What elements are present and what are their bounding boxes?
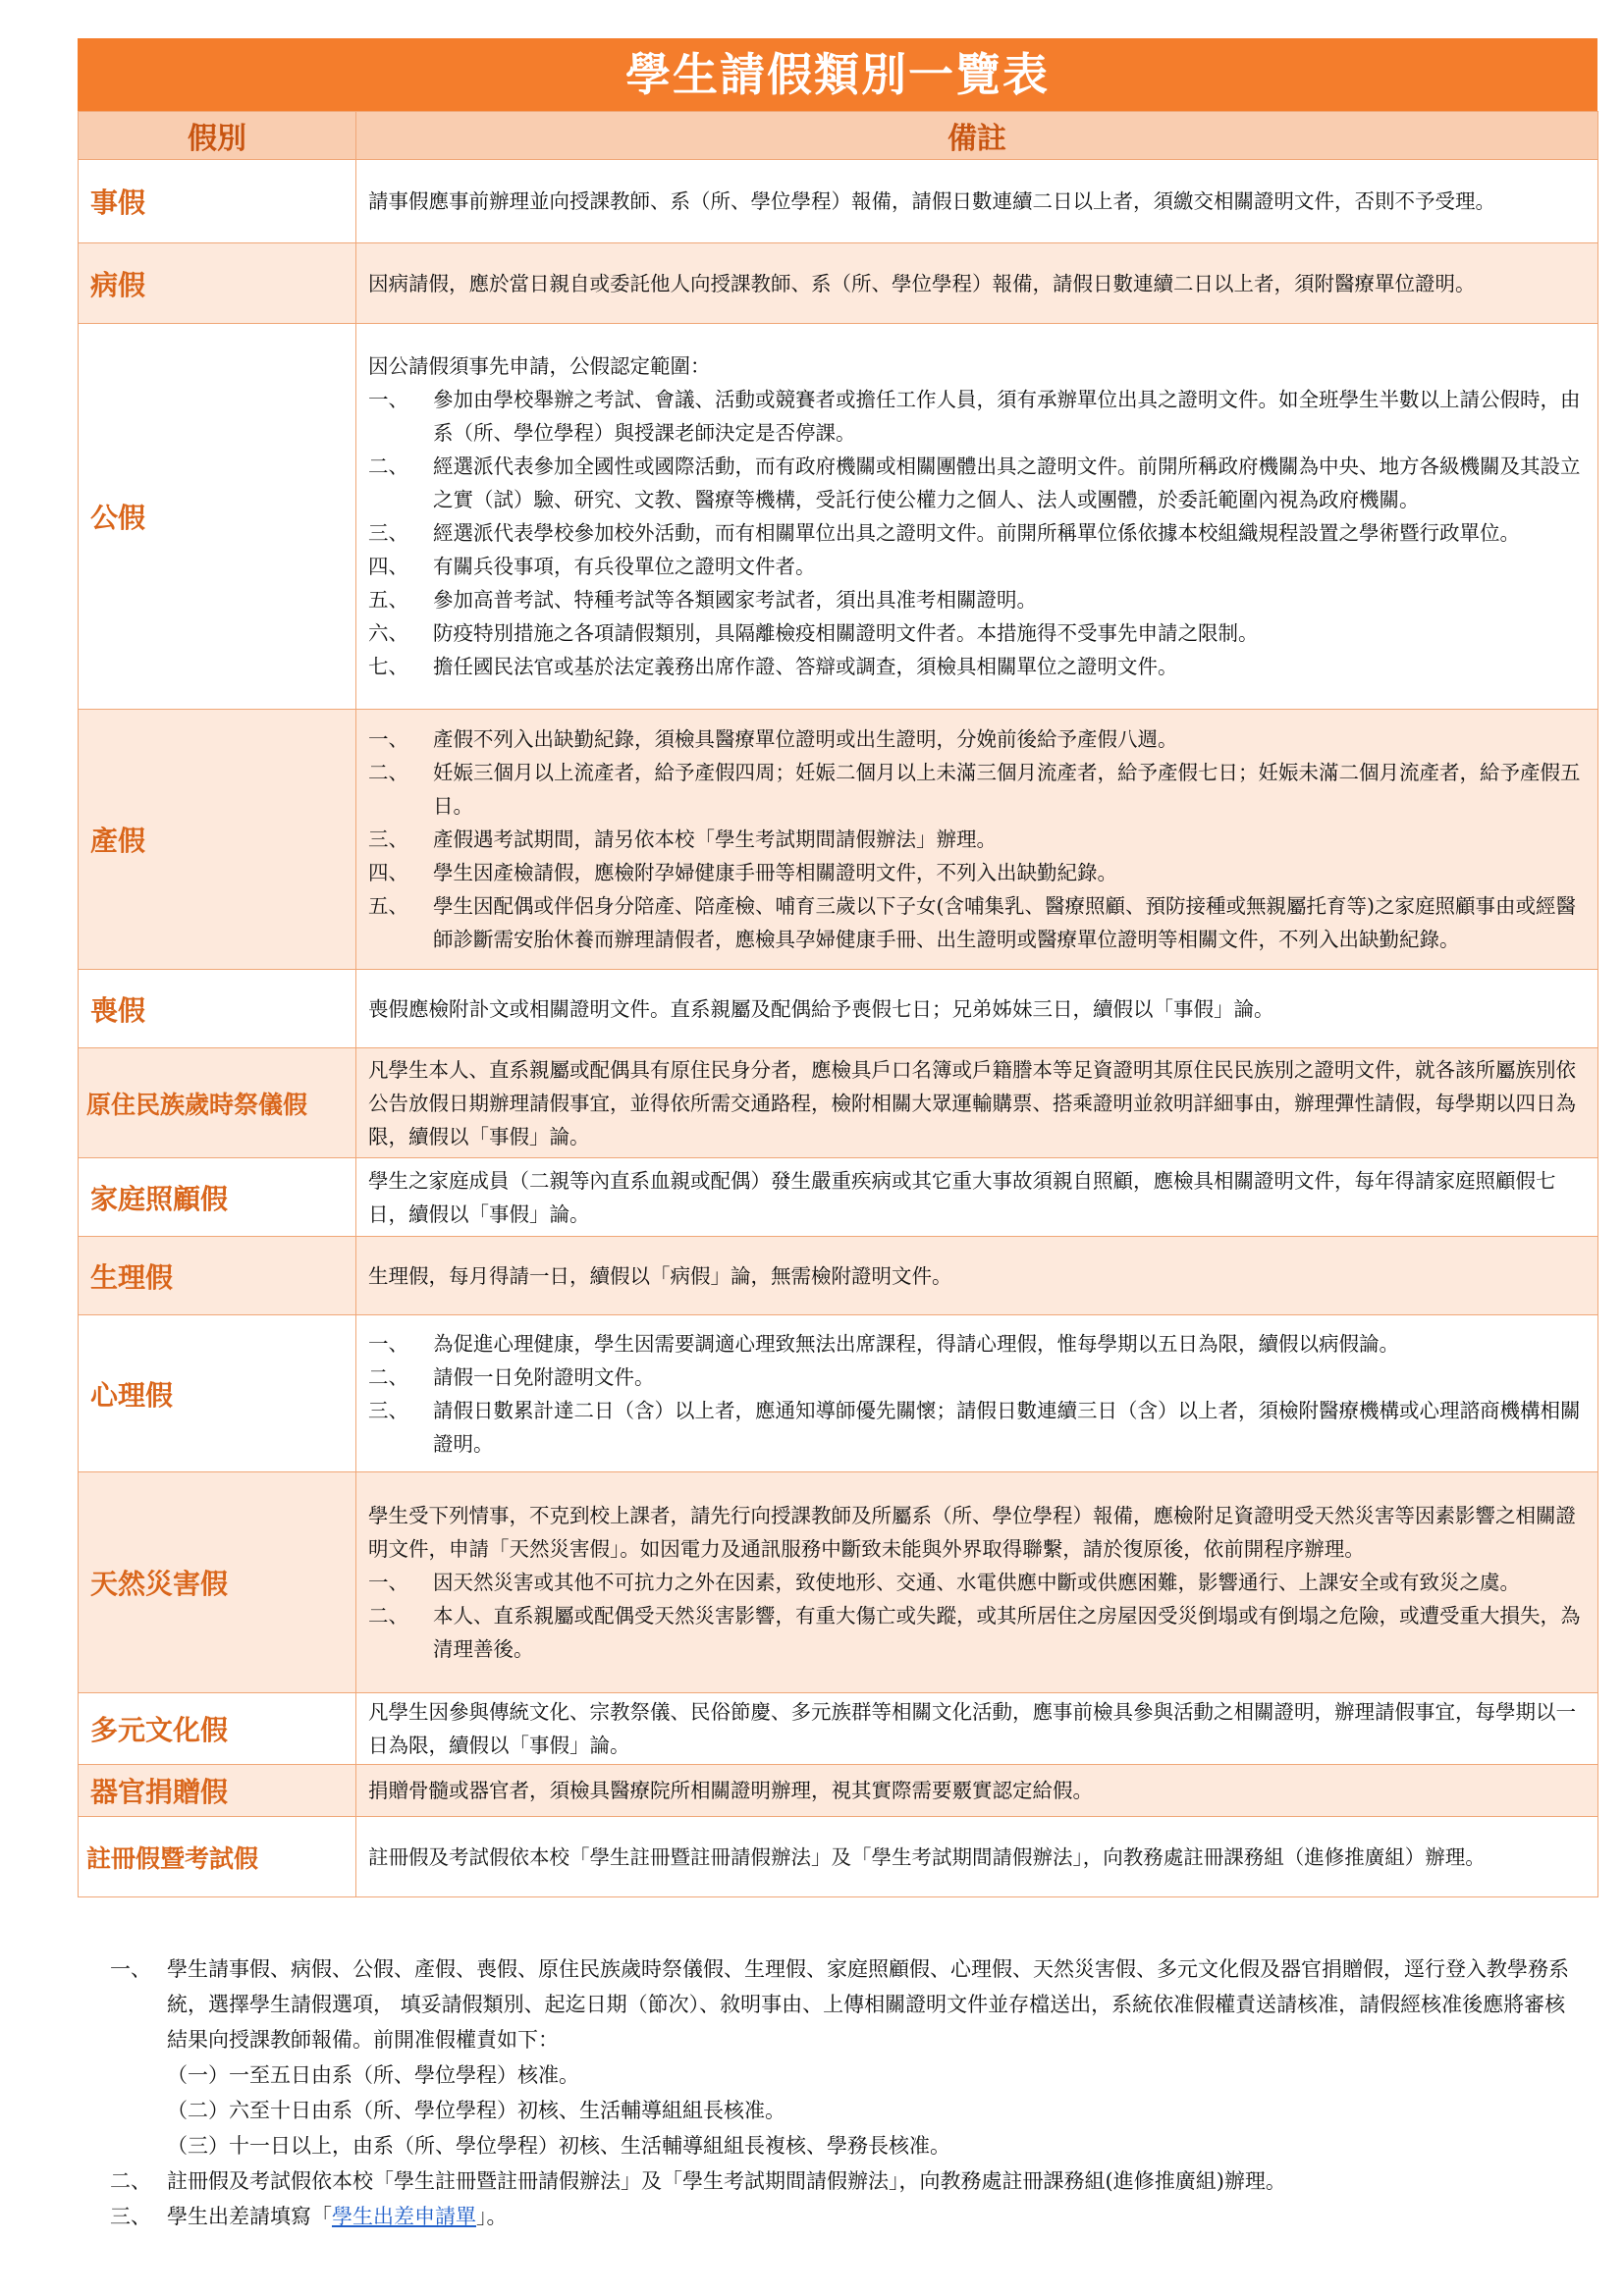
table-row	[79, 970, 1598, 1048]
item-number: 五、	[368, 894, 408, 918]
remarks-cell	[356, 1765, 1598, 1817]
remark-line	[368, 516, 1586, 550]
item-number: 二、	[368, 454, 408, 478]
remark-line	[368, 550, 1586, 583]
note-item	[110, 1951, 1583, 2057]
item-number: 四、	[368, 555, 408, 578]
remark-line	[368, 889, 1586, 956]
item-number: 一、	[368, 388, 408, 411]
item-text: 參加高普考試、特種考試等各類國家考試者，須出具准考相關證明。	[433, 588, 1037, 612]
remarks-cell	[356, 1693, 1598, 1765]
remark-line: 請事假應事前辦理並向授課教師、系（所、學位學程）報備，請假日數連續二日以上者，須繳交相關證明文件，否則不予受理。	[368, 189, 1495, 213]
item-number: 三、	[368, 1398, 408, 1422]
remark-line	[368, 650, 1586, 683]
remark-line: 註冊假及考試假依本校「學生註冊暨註冊請假辦法」及「學生考試期間請假辦法」，向教務處註冊課務組（進修推廣組）辦理。	[368, 1844, 1486, 1869]
note-item: （三）十一日以上，由系（所、學位學程）初核、生活輔導組組長複核、學務長核准。	[167, 2134, 950, 2158]
note-text	[167, 2199, 1583, 2234]
leave-type-cell: 喪假	[79, 970, 356, 1048]
note-text: 註冊假及考試假依本校「學生註冊暨註冊請假辦法」及「學生考試期間請假辦法」，向教務處註冊課務組(進修推廣組)辦理。	[167, 2169, 1286, 2193]
remarks-cell	[356, 710, 1598, 970]
item-text: 經選派代表參加全國性或國際活動，而有政府機關或相關團體出具之證明文件。前開所稱政府機關為中央、地方各級機關及其設立之實（試）驗、研究、文教、醫療等機構，受託行使公權力之個人、法人或團體，於委託範圍內視為政府機關。	[433, 454, 1581, 511]
item-number: 一、	[368, 1331, 408, 1356]
item-text: 學生因配偶或伴侶身分陪產、陪產檢、哺育三歲以下子女(含哺集乳、醫療照顧、預防接種或無親屬托育等)之家庭照顧事由或經醫師診斷需安胎休養而辦理請假者，應檢具孕婦健康手冊、出生證明或醫療單位證明等相關文件，不列入出缺勤紀錄。	[433, 894, 1576, 951]
note-number: 一、	[110, 1957, 151, 1981]
remark-line: 學生受下列情事，不克到校上課者，請先行向授課教師及所屬系（所、學位學程）報備，應檢附足資證明受天然災害等因素影響之相關證明文件，申請「天然災害假」。如因電力及通訊服務中斷致未能與外界取得聯繫，請於復原後，依前開程序辦理。	[368, 1504, 1576, 1561]
leave-type-cell: 事假	[79, 160, 356, 243]
item-text: 產假遇考試期間，請另依本校「學生考試期間請假辦法」辦理。	[433, 828, 997, 851]
table-row	[79, 243, 1598, 324]
remark-line: 喪假應檢附訃文或相關證明文件。直系親屬及配偶給予喪假七日；兄弟姊妹三日，續假以「事假」論。	[368, 996, 1274, 1021]
note-text: 學生請事假、病假、公假、產假、喪假、原住民族歲時祭儀假、生理假、家庭照顧假、心理假、天然災害假、多元文化假及器官捐贈假，逕行登入教學務系統，選擇學生請假選項， 填妥請假類別、起迄日期（節次）、敘明事由、上傳相關證明文件並存檔送出，系統依准假權責送請核准，請假經核准後應將審核結果向授課教師報備。前開准假權責如下：	[167, 1957, 1569, 2052]
remark-line: 凡學生本人、直系親屬或配偶具有原住民身分者，應檢具戶口名簿或戶籍謄本等足資證明其原住民民族別之證明文件，就各該所屬族別依公告放假日期辦理請假事宜，並得依所需交通路程，檢附相關大眾運輸購票、搭乘證明並敘明詳細事由，辦理彈性請假，每學期以四日為限，續假以「事假」論。	[368, 1057, 1576, 1148]
leave-type-cell: 天然災害假	[79, 1472, 356, 1693]
item-text: 防疫特別措施之各項請假類別，具隔離檢疫相關證明文件者。本措施得不受事先申請之限制。	[433, 621, 1259, 645]
remarks-cell	[356, 1817, 1598, 1897]
table-header-row	[79, 112, 1598, 160]
item-text: 因天然災害或其他不可抗力之外在因素，致使地形、交通、水電供應中斷或供應困難，影響通行、上課安全或有致災之虞。	[433, 1571, 1520, 1594]
item-text: 妊娠三個月以上流產者，給予產假四周；妊娠二個月以上未滿三個月流產者，給予產假七日；妊娠未滿二個月流產者，給予產假五日。	[433, 761, 1581, 818]
leave-table	[78, 111, 1598, 1897]
item-number: 三、	[368, 828, 408, 851]
note-suffix: 」。	[476, 2205, 508, 2228]
table-row	[79, 324, 1598, 710]
remark-line	[368, 1566, 1586, 1599]
remark-line	[368, 616, 1586, 650]
remark-line	[368, 383, 1586, 450]
note-number: 二、	[110, 2169, 151, 2193]
note-item: （一）一至五日由系（所、學位學程）核准。	[167, 2063, 579, 2087]
remark-line	[368, 756, 1586, 823]
leave-type-cell: 器官捐贈假	[79, 1765, 356, 1817]
leave-type-cell: 註冊假暨考試假	[79, 1817, 356, 1897]
table-row	[79, 1237, 1598, 1315]
remark-line: 生理假，每月得請一日，續假以「病假」論，無需檢附證明文件。	[368, 1263, 952, 1288]
table-row	[79, 1765, 1598, 1817]
remark-line	[368, 1361, 1586, 1394]
item-text: 經選派代表學校參加校外活動，而有相關單位出具之證明文件。前開所稱單位係依據本校組織規程設置之學術暨行政單位。	[433, 521, 1520, 545]
table-row	[79, 1048, 1598, 1158]
item-text: 有關兵役事項，有兵役單位之證明文件者。	[433, 555, 816, 578]
item-text: 請假日數累計達二日（含）以上者，應通知導師優先關懷；請假日數連續三日（含）以上者，須檢附醫療機構或心理諮商機構相關證明。	[433, 1398, 1581, 1456]
remarks-cell	[356, 324, 1598, 710]
remark-line: 凡學生因參與傳統文化、宗教祭儀、民俗節慶、多元族群等相關文化活動，應事前檢具參與活動之相關證明，辦理請假事宜，每學期以一日為限，續假以「事假」論。	[368, 1700, 1576, 1757]
remark-line: 捐贈骨髓或器官者，須檢具醫療院所相關證明辦理，視其實際需要覈實認定給假。	[368, 1779, 1093, 1802]
remark-line: 學生之家庭成員（二親等內直系血親或配偶）發生嚴重疾病或其它重大事故須親自照顧，應檢具相關證明文件，每年得請家庭照顧假七日，續假以「事假」論。	[368, 1168, 1556, 1226]
item-number: 一、	[368, 1571, 408, 1594]
item-text: 產假不列入出缺勤紀錄，須檢具醫療單位證明或出生證明，分娩前後給予產假八週。	[433, 727, 1178, 751]
header-leave-type: 假別	[79, 112, 356, 160]
table-row	[79, 710, 1598, 970]
table-row	[79, 1693, 1598, 1765]
note-prefix: 學生出差請填寫「	[167, 2205, 332, 2228]
note-number: 三、	[110, 2205, 151, 2228]
remarks-cell	[356, 970, 1598, 1048]
remark-line	[368, 583, 1586, 616]
remark-line	[368, 1599, 1586, 1666]
document-sheet	[78, 38, 1597, 1897]
remark-line	[368, 450, 1586, 516]
remark-line	[368, 722, 1586, 756]
remark-line	[368, 856, 1586, 889]
item-text: 參加由學校舉辦之考試、會議、活動或競賽者或擔任工作人員，須有承辦單位出具之證明文件。如全班學生半數以上請公假時，由系（所、學位學程）與授課老師決定是否停課。	[433, 388, 1581, 445]
item-number: 三、	[368, 521, 408, 545]
remarks-cell	[356, 243, 1598, 324]
leave-type-cell: 家庭照顧假	[79, 1158, 356, 1237]
leave-type-cell: 公假	[79, 324, 356, 710]
remarks-cell	[356, 1472, 1598, 1693]
item-number: 二、	[368, 761, 408, 784]
item-number: 一、	[368, 727, 408, 751]
item-text: 學生因產檢請假，應檢附孕婦健康手冊等相關證明文件，不列入出缺勤紀錄。	[433, 861, 1117, 884]
item-text: 請假一日免附證明文件。	[433, 1364, 655, 1389]
item-text: 為促進心理健康，學生因需要調適心理致無法出席課程，得請心理假，惟每學期以五日為限，續假以病假論。	[433, 1331, 1399, 1356]
page-title: 學生請假類別一覽表	[78, 38, 1597, 111]
business-trip-form-link[interactable]: 學生出差申請單	[332, 2205, 476, 2228]
item-number: 四、	[368, 861, 408, 884]
table-row	[79, 1315, 1598, 1472]
remark-line	[368, 1394, 1586, 1461]
item-number: 二、	[368, 1604, 408, 1628]
remarks-cell	[356, 1158, 1598, 1237]
item-text: 擔任國民法官或基於法定義務出席作證、答辯或調查，須檢具相關單位之證明文件。	[433, 655, 1178, 678]
item-text: 本人、直系親屬或配偶受天然災害影響，有重大傷亡或失蹤，或其所居住之房屋因受災倒塌或有倒塌之危險，或遭受重大損失，為清理善後。	[433, 1604, 1581, 1661]
item-number: 六、	[368, 621, 408, 645]
item-number: 五、	[368, 588, 408, 612]
remarks-cell	[356, 160, 1598, 243]
item-number: 二、	[368, 1364, 408, 1389]
remarks-cell	[356, 1048, 1598, 1158]
table-row	[79, 1817, 1598, 1897]
table-row	[79, 1158, 1598, 1237]
leave-type-cell: 心理假	[79, 1315, 356, 1472]
leave-type-cell: 原住民族歲時祭儀假	[79, 1048, 356, 1158]
remark-line: 因病請假，應於當日親自或委託他人向授課教師、系（所、學位學程）報備，請假日數連續二日以上者，須附醫療單位證明。	[368, 271, 1476, 295]
table-row	[79, 1472, 1598, 1693]
footnotes	[110, 1951, 1583, 2234]
remark-line	[368, 823, 1586, 856]
leave-type-cell: 產假	[79, 710, 356, 970]
leave-type-cell: 病假	[79, 243, 356, 324]
remarks-cell	[356, 1315, 1598, 1472]
remark-line: 因公請假須事先申請，公假認定範圍：	[368, 354, 711, 378]
item-number: 七、	[368, 655, 408, 678]
note-item	[110, 2163, 1583, 2199]
remarks-cell	[356, 1237, 1598, 1315]
header-remarks: 備註	[356, 112, 1598, 160]
leave-type-cell: 多元文化假	[79, 1693, 356, 1765]
leave-type-cell: 生理假	[79, 1237, 356, 1315]
remark-line	[368, 1327, 1586, 1361]
note-item	[110, 2199, 1583, 2234]
table-row	[79, 160, 1598, 243]
note-item: （二）六至十日由系（所、學位學程）初核、生活輔導組組長核准。	[167, 2099, 785, 2122]
